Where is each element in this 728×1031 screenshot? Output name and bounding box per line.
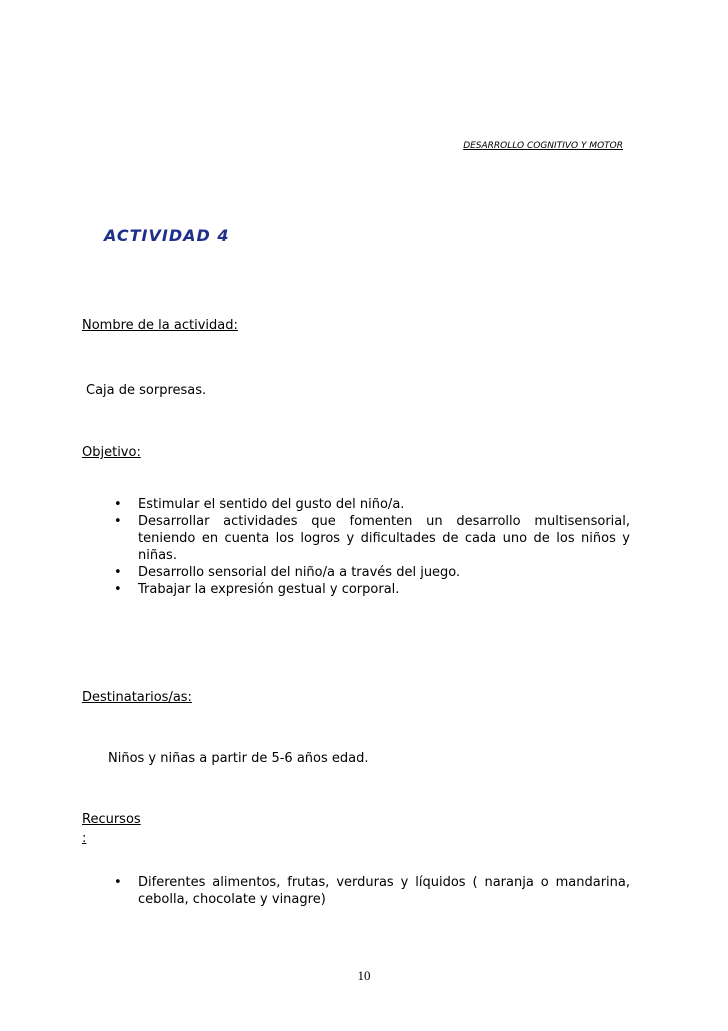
page-number: 10 <box>357 968 371 983</box>
list-item <box>110 513 630 564</box>
list-item-text: Estimular el sentido del gusto del niño/a. <box>138 497 405 512</box>
list-item <box>110 874 630 908</box>
resources-label-colon: : <box>82 831 87 846</box>
list-item-text: Desarrollo sensorial del niño/a a través del juego. <box>138 565 461 580</box>
recipients-label: Destinatarios/as: <box>82 690 192 705</box>
list-item <box>110 564 630 581</box>
recipients-value: Niños y niñas a partir de 5-6 años edad. <box>108 751 369 766</box>
bullet-icon: • <box>114 565 122 580</box>
list-item-text: Desarrollar actividades que fomenten un desarrollo multisensorial, teniendo en cuenta los logros y dificultades de cada uno de los niños y niñas. <box>138 514 630 563</box>
bullet-icon: • <box>114 875 122 890</box>
name-label: Nombre de la actividad: <box>82 318 238 333</box>
page-header: DESARROLLO COGNITIVO Y MOTOR <box>463 141 623 151</box>
bullet-icon: • <box>114 582 122 597</box>
bullet-icon: • <box>114 514 122 529</box>
list-item <box>110 496 630 513</box>
activity-title: ACTIVIDAD 4 <box>104 226 230 245</box>
resources-list <box>110 874 630 908</box>
objective-list <box>110 496 630 598</box>
list-item-text: Diferentes alimentos, frutas, verduras y líquidos ( naranja o mandarina, cebolla, chocolate y vinagre) <box>138 875 630 907</box>
list-item-text: Trabajar la expresión gestual y corporal. <box>138 582 400 597</box>
objective-label: Objetivo: <box>82 445 141 460</box>
activity-name: Caja de sorpresas. <box>86 383 207 398</box>
resources-label: Recursos <box>82 812 141 827</box>
bullet-icon: • <box>114 497 122 512</box>
list-item <box>110 581 630 598</box>
